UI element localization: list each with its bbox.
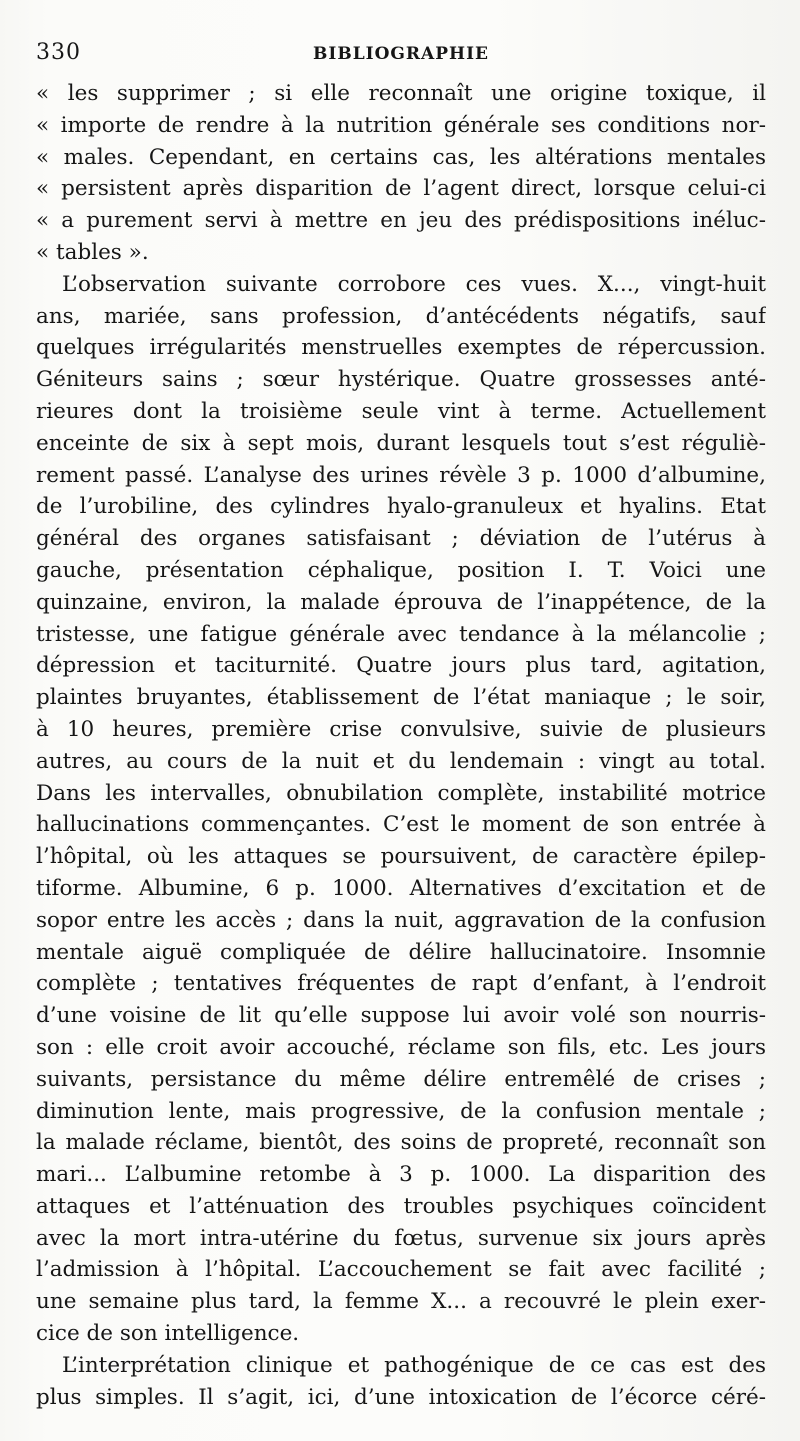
text-line: attaques et l’atténuation des troubles psychiques coïncident: [36, 1193, 766, 1219]
page-header: [36, 40, 766, 72]
text-line: mari... L’albumine retombe à 3 p. 1000. La disparition des: [36, 1162, 766, 1188]
text-line: « tables ».: [36, 239, 149, 265]
text-line: diminution lente, mais progressive, de la confusion mentale ;: [36, 1098, 766, 1124]
running-head: BIBLIOGRAPHIE: [313, 44, 489, 64]
text-line: plaintes bruyantes, établissement de l’état maniaque ; le soir,: [36, 685, 766, 711]
text-line: Géniteurs sains ; sœur hystérique. Quatre grossesses anté-: [36, 367, 766, 393]
text-line: plus simples. Il s’agit, ici, d’une intoxication de l’écorce céré-: [36, 1384, 766, 1410]
text-line: L’observation suivante corrobore ces vues. X..., vingt-huit: [62, 271, 766, 297]
text-line: de l’urobiline, des cylindres hyalo-granuleux et hyalins. Etat: [36, 494, 766, 520]
text-line: cice de son intelligence.: [36, 1321, 300, 1347]
text-line: d’une voisine de lit qu’elle suppose lui avoir volé son nourris-: [36, 1003, 766, 1029]
text-line: quinzaine, environ, la malade éprouva de l’inappétence, de la: [36, 589, 766, 615]
text-line: l’admission à l’hôpital. L’accouchement se fait avec facilité ;: [36, 1257, 766, 1283]
text-line: mentale aiguë compliquée de délire hallucinatoire. Insomnie: [36, 939, 766, 965]
body-text: [36, 78, 766, 1413]
text-line: hallucinations commençantes. C’est le moment de son entrée à: [36, 812, 766, 838]
text-line: enceinte de six à sept mois, durant lesquels tout s’est réguliè-: [36, 430, 766, 456]
text-line: une semaine plus tard, la femme X... a recouvré le plein exer-: [36, 1289, 766, 1315]
text-line: « a purement servi à mettre en jeu des prédispositions inéluc-: [36, 208, 766, 234]
text-line: complète ; tentatives fréquentes de rapt d’enfant, à l’endroit: [36, 971, 766, 997]
text-line: « persistent après disparition de l’agent direct, lorsque celui-ci: [36, 176, 766, 202]
text-line: sopor entre les accès ; dans la nuit, aggravation de la confusion: [36, 907, 766, 933]
text-line: rieures dont la troisième seule vint à terme. Actuellement: [36, 398, 766, 424]
text-line: tiforme. Albumine, 6 p. 1000. Alternatives d’excitation et de: [36, 875, 766, 901]
text-line: « les supprimer ; si elle reconnaît une origine toxique, il: [36, 81, 766, 106]
text-line: ans, mariée, sans profession, d’antécédents négatifs, sauf: [36, 303, 766, 329]
page-number: 330: [36, 40, 81, 65]
text-line: général des organes satisfaisant ; déviation de l’utérus à: [36, 526, 766, 552]
text-line: suivants, persistance du même délire entremêlé de crises ;: [36, 1066, 766, 1092]
text-line: la malade réclame, bientôt, des soins de propreté, reconnaît son: [36, 1130, 766, 1156]
text-line: à 10 heures, première crise convulsive, suivie de plusieurs: [36, 716, 766, 742]
text-line: avec la mort intra-utérine du fœtus, survenue six jours après: [36, 1225, 766, 1251]
text-line: quelques irrégularités menstruelles exemptes de répercussion.: [36, 335, 766, 361]
text-line: L’interprétation clinique et pathogénique de ce cas est des: [62, 1352, 766, 1378]
text-line: l’hôpital, où les attaques se poursuivent, de caractère épilep-: [36, 844, 766, 870]
text-line: « importe de rendre à la nutrition générale ses conditions nor-: [36, 112, 766, 138]
text-line: tristesse, une fatigue générale avec tendance à la mélancolie ;: [36, 621, 766, 647]
text-line: autres, au cours de la nuit et du lendemain : vingt au total.: [36, 748, 766, 774]
text-line: dépression et taciturnité. Quatre jours plus tard, agitation,: [36, 653, 766, 679]
text-line: gauche, présentation céphalique, position I. T. Voici une: [36, 557, 766, 583]
text-line: rement passé. L’analyse des urines révèle 3 p. 1000 d’albumine,: [36, 462, 766, 488]
text-line: son : elle croit avoir accouché, réclame son fils, etc. Les jours: [36, 1034, 766, 1060]
text-line: « males. Cependant, en certains cas, les altérations mentales: [36, 144, 766, 170]
text-line: Dans les intervalles, obnubilation complète, instabilité motrice: [36, 780, 766, 806]
